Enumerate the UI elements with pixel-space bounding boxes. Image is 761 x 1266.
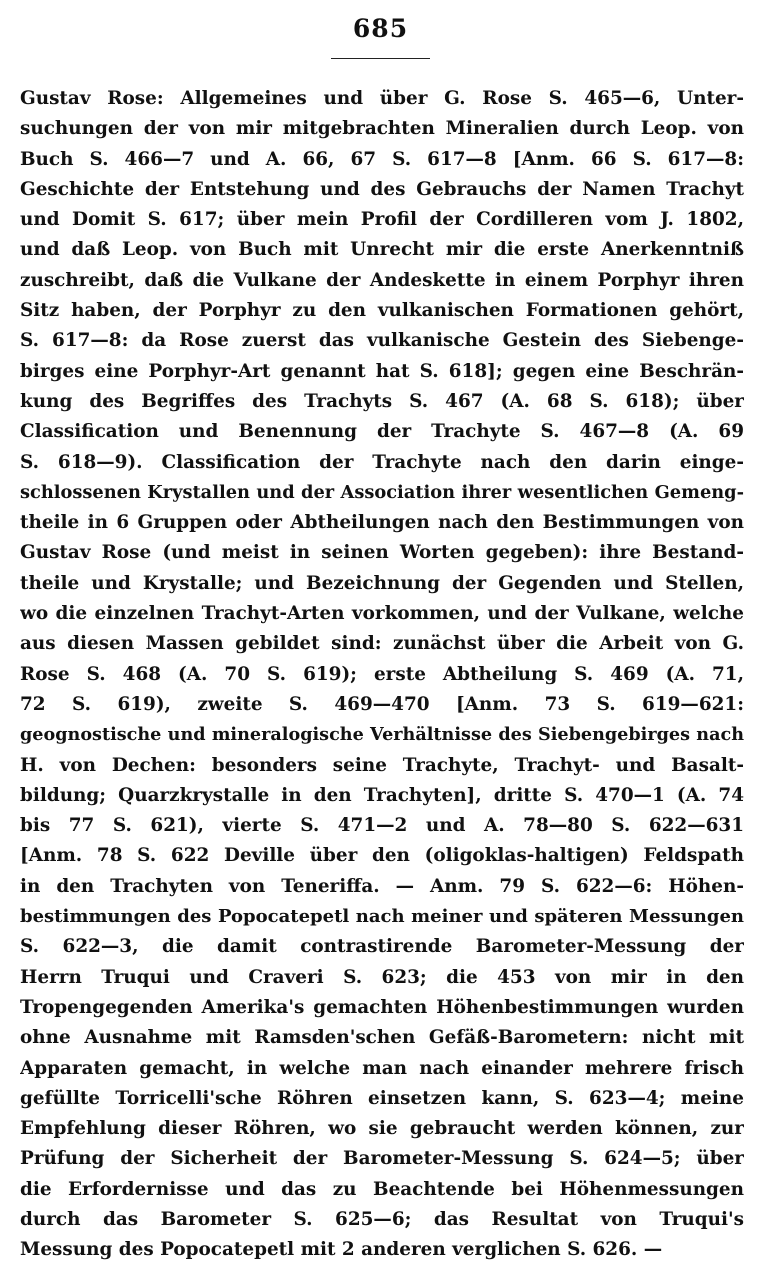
- header-rule: [331, 58, 430, 59]
- text-line: theile in 6 Gruppen oder Abtheilungen nach den Bestimmungen von: [20, 512, 744, 534]
- text-line: durch das Barometer S. 625—6; das Resultat von Truqui's: [20, 1208, 744, 1230]
- text-line: suchungen der von mir mitgebrachten Mineralien durch Leop. von: [20, 118, 744, 140]
- text-line: bildung; Quarzkrystalle in den Trachyten], dritte S. 470—1 (A. 74: [20, 784, 744, 806]
- text-line: zuschreibt, daß die Vulkane der Andeskette in einem Porphyr ihren: [20, 269, 744, 291]
- text-line: Sitz haben, der Porphyr zu den vulkanischen Formationen gehört,: [20, 300, 744, 322]
- text-line: Geschichte der Entstehung und des Gebrauchs der Namen Trachyt: [20, 178, 744, 200]
- text-line: H. von Dechen: besonders seine Trachyte, Trachyt- und Basalt-: [20, 754, 744, 776]
- text-line: Prüfung der Sicherheit der Barometer-Messung S. 624—5; über: [20, 1148, 744, 1170]
- text-line: S. 618—9). Classification der Trachyte nach den darin einge-: [20, 451, 744, 473]
- text-line: geognostische und mineralogische Verhältnisse des Siebengebirges nach: [20, 724, 744, 746]
- text-line: und Domit S. 617; über mein Profil der Cordilleren vom J. 1802,: [20, 209, 744, 231]
- text-line: bis 77 S. 621), vierte S. 471—2 und A. 78—80 S. 622—631: [20, 815, 744, 837]
- text-line: und daß Leop. von Buch mit Unrecht mir die erste Anerkenntniß: [20, 239, 744, 261]
- text-line: Herrn Truqui und Craveri S. 623; die 453 von mir in den: [20, 966, 744, 988]
- text-line: S. 622—3, die damit contrastirende Barometer-Messung der: [20, 936, 744, 958]
- text-line: Gustav Rose: Allgemeines und über G. Rose S. 465—6, Unter-: [20, 88, 744, 109]
- text-line: die Erfordernisse und das zu Beachtende bei Höhenmessungen: [20, 1178, 744, 1200]
- text-line: kung des Begriffes des Trachyts S. 467 (A. 68 S. 618); über: [20, 390, 744, 412]
- text-line: Buch S. 466—7 und A. 66, 67 S. 617—8 [Anm. 66 S. 617—8:: [20, 148, 744, 170]
- text-line: Apparaten gemacht, in welche man nach einander mehrere frisch: [20, 1057, 744, 1079]
- index-paragraph: [20, 84, 744, 1266]
- text-line: bestimmungen des Popocatepetl nach meiner und späteren Messungen: [20, 906, 744, 928]
- text-line: gefüllte Torricelli'sche Röhren einsetzen kann, S. 623—4; meine: [20, 1087, 744, 1109]
- text-line: in den Trachyten von Teneriffa. — Anm. 79 S. 622—6: Höhen-: [20, 875, 744, 897]
- text-line: Messung des Popocatepetl mit 2 anderen verglichen S. 626. —: [20, 1239, 663, 1261]
- text-line: schlossenen Krystallen und der Association ihrer wesentlichen Gemeng-: [20, 481, 744, 503]
- text-line: wo die einzelnen Trachyt-Arten vorkommen, und der Vulkane, welche: [20, 603, 744, 625]
- page-number: 685: [352, 14, 409, 43]
- text-line: 72 S. 619), zweite S. 469—470 [Anm. 73 S. 619—621:: [20, 693, 744, 715]
- text-line: Classification und Benennung der Trachyte S. 467—8 (A. 69: [20, 421, 744, 443]
- text-line: Rose S. 468 (A. 70 S. 619); erste Abtheilung S. 469 (A. 71,: [20, 663, 744, 685]
- text-line: Gustav Rose (und meist in seinen Worten gegeben): ihre Bestand-: [20, 542, 744, 564]
- text-line: aus diesen Massen gebildet sind: zunächst über die Arbeit von G.: [20, 633, 744, 655]
- text-line: S. 617—8: da Rose zuerst das vulkanische Gestein des Siebenge-: [20, 330, 744, 352]
- text-line: [Anm. 78 S. 622 Deville über den (oligoklas-haltigen) Feldspath: [20, 845, 744, 867]
- text-line: Empfehlung dieser Röhren, wo sie gebraucht werden können, zur: [20, 1118, 744, 1140]
- text-line: Tropengegenden Amerika's gemachten Höhenbestimmungen wurden: [20, 996, 744, 1018]
- text-line: birges eine Porphyr-Art genannt hat S. 618]; gegen eine Beschrän-: [20, 360, 744, 382]
- text-line: ohne Ausnahme mit Ramsden'schen Gefäß-Barometern: nicht mit: [20, 1027, 744, 1049]
- text-line: theile und Krystalle; und Bezeichnung der Gegenden und Stellen,: [20, 572, 744, 594]
